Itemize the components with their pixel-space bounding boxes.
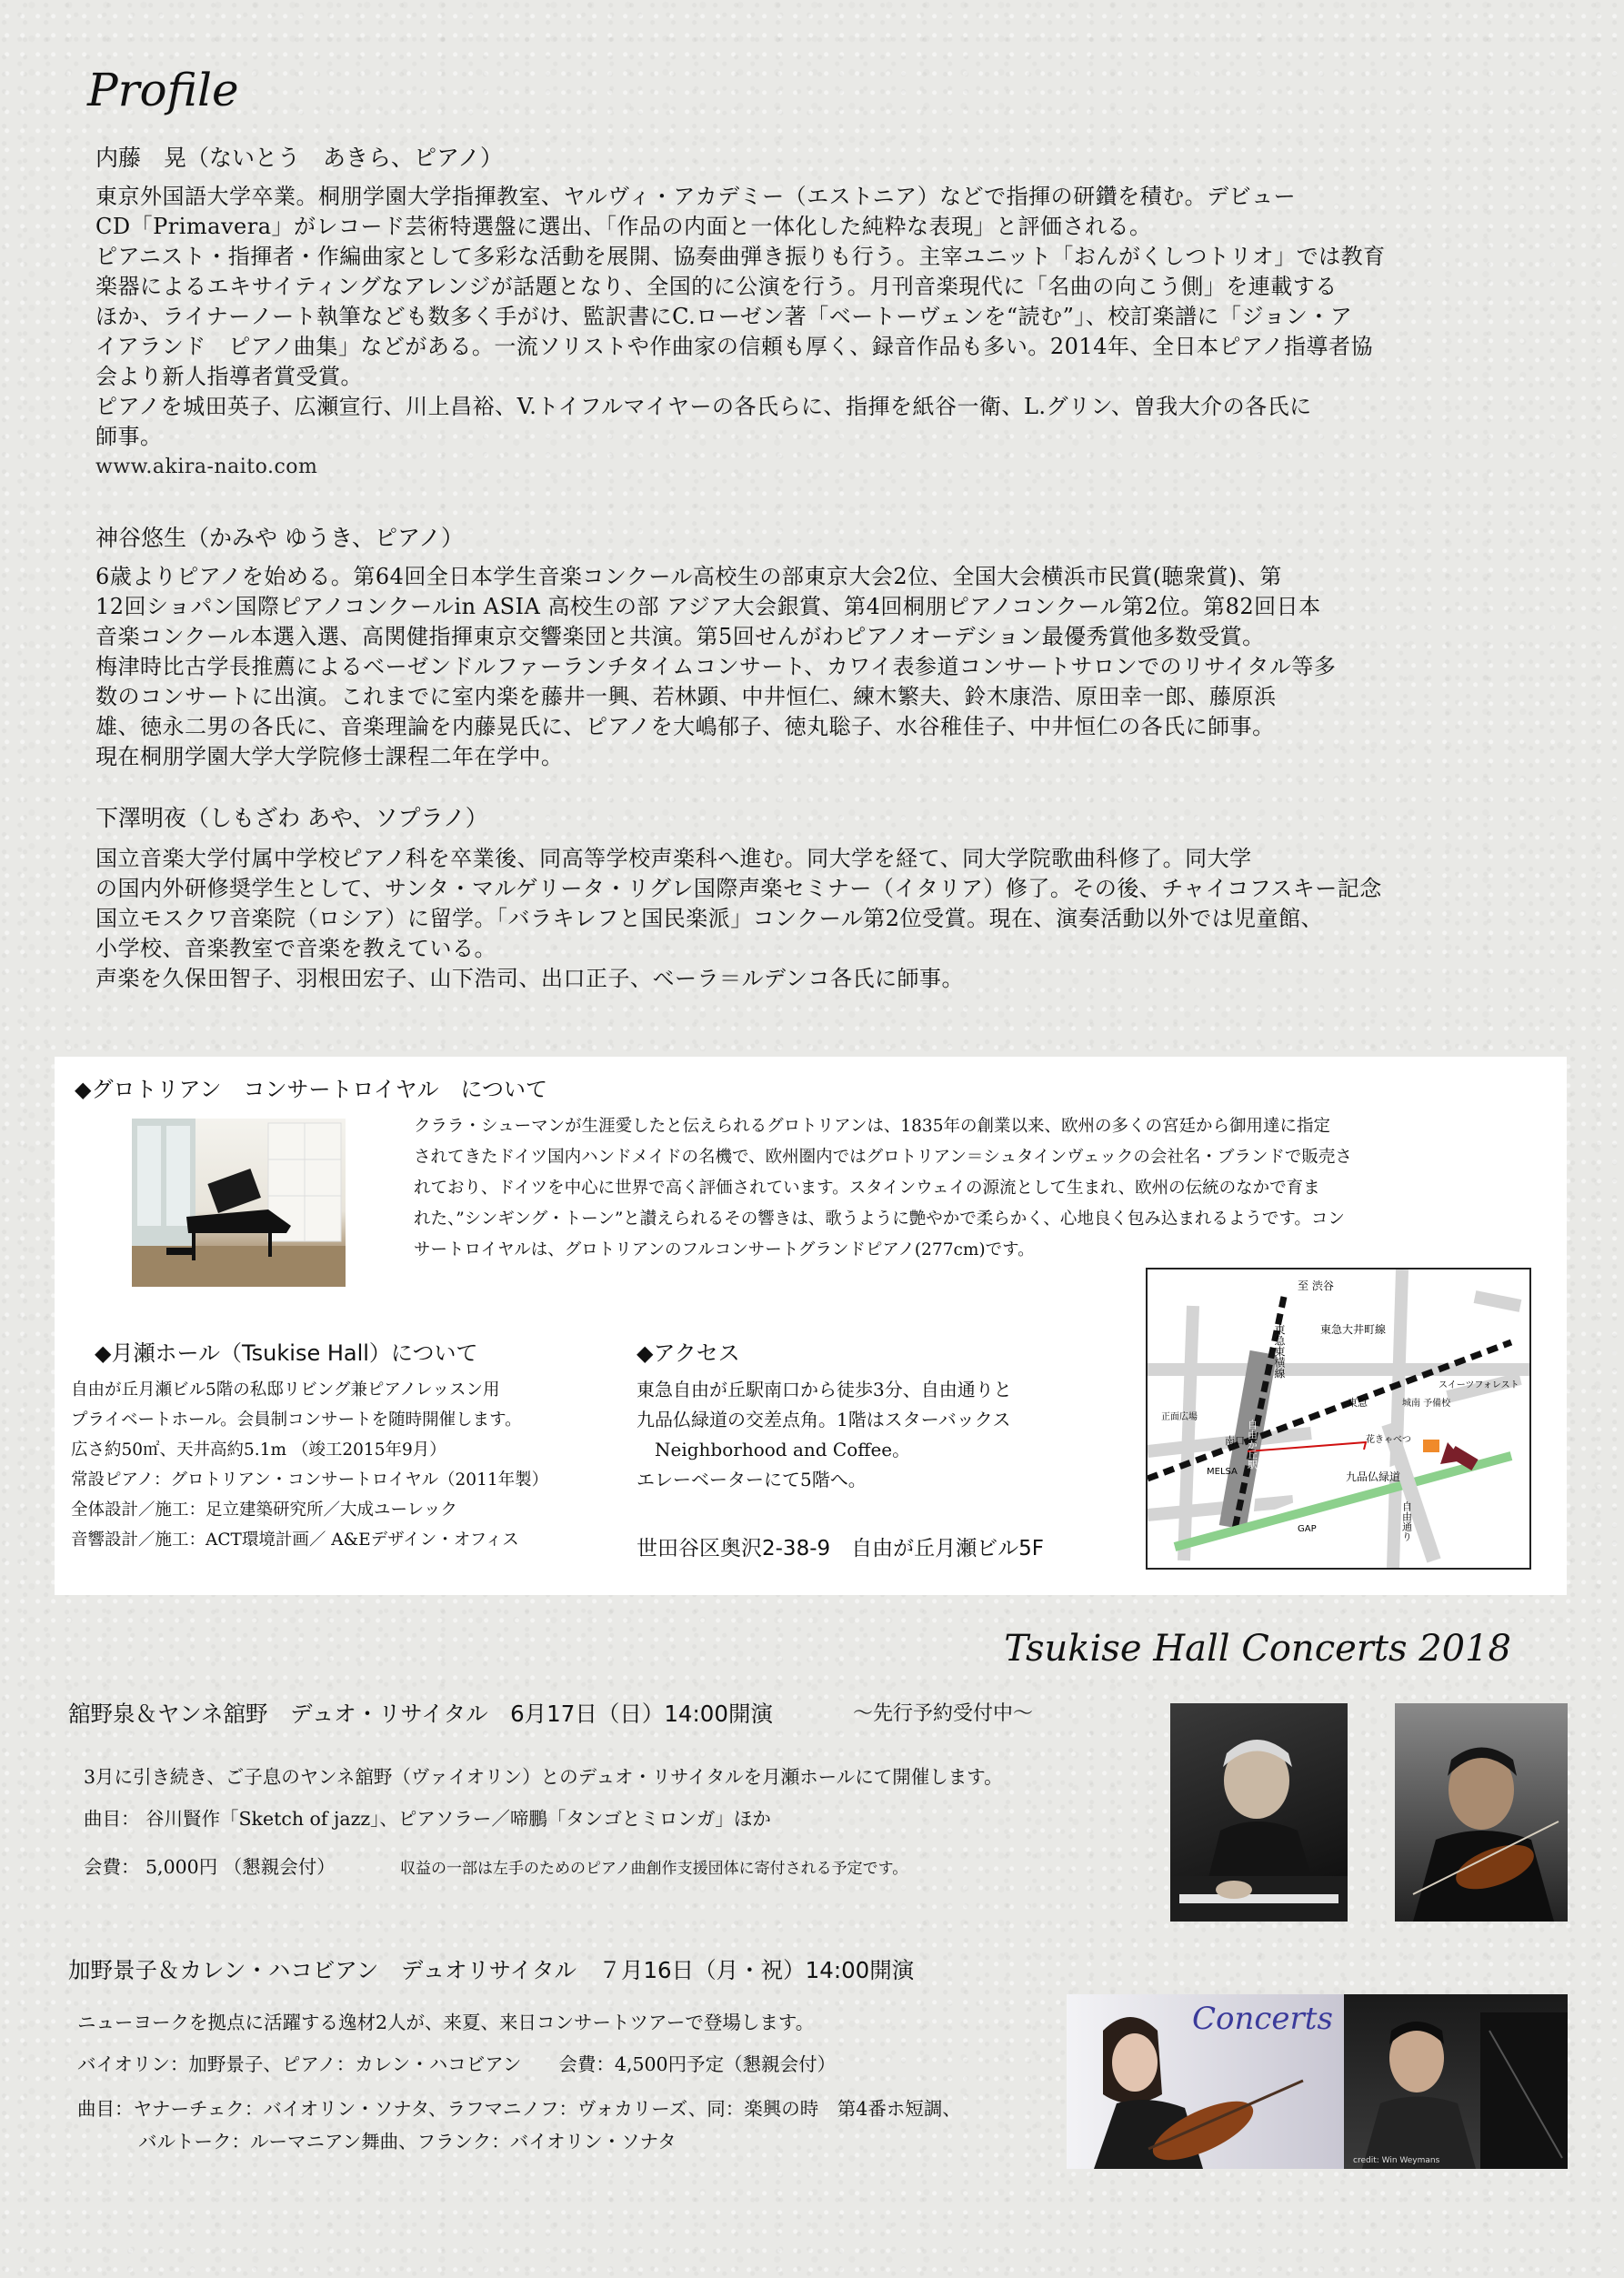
venue-info-panel xyxy=(55,1057,1567,1595)
bio-line: ピアノを城田英子、広瀬宣行、川上昌裕、V.トイフルマイヤーの各氏らに、指揮を紙谷一衛、L.グリン、曽我大介の各氏に xyxy=(95,394,1312,419)
concert-1-note: ～先行予約受付中～ xyxy=(853,1702,1034,1725)
photo-keiko-kano xyxy=(1067,1994,1344,2169)
map-station: 自由が丘駅 xyxy=(1246,1420,1258,1470)
concerts-script: Concerts xyxy=(1192,2001,1333,2037)
bio-line: 師事。 xyxy=(95,424,163,449)
map-hanakibe: 花きゃべつ xyxy=(1366,1435,1411,1445)
concert-1-desc: 3月に引き続き、ご子息のヤンネ舘野（ヴァイオリン）とのデュオ・リサイタルを月瀬ホールにて開催します。 xyxy=(84,1766,1003,1788)
grotrian-heading: ◆グロトリアン コンサートロイヤル について xyxy=(75,1077,548,1102)
person-name-kamiya: 神谷悠生（かみや ゆうき、ピアノ） xyxy=(95,525,464,551)
access-map xyxy=(1146,1268,1531,1570)
bio-line: 会より新人指導者賞受賞。 xyxy=(95,364,363,389)
bio-line: 声楽を久保田智子、羽根田宏子、山下浩司、出口正子、ベーラ＝ルデンコ各氏に師事。 xyxy=(95,966,965,991)
concert-2-program-2: バルトーク：ルーマニアン舞曲、フランク：バイオリン・ソナタ xyxy=(138,2131,677,2153)
photo-janne-drawing xyxy=(1395,1703,1568,1922)
photo-izumi-tateno xyxy=(1170,1703,1348,1922)
bio-line: 音楽コンクール本選入選、高関健指揮東京交響楽団と共演。第5回せんがわピアノオーデション最優秀賞他多数受賞。 xyxy=(95,624,1265,649)
photo-keiko-drawing xyxy=(1067,1994,1344,2169)
hall-line: 広さ約50㎡、天井高約5.1m （竣工2015年9月） xyxy=(71,1440,446,1460)
access-address: 世田谷区奥沢2-38-9 自由が丘月瀬ビル5F xyxy=(637,1537,1044,1560)
bio-line: 6歳よりピアノを始める。第64回全日本学生音楽コンクール高校生の部東京大会2位、全国大会横浜市民賞(聴衆賞)、第 xyxy=(95,564,1282,589)
map-oimachi-label: 東急大井町線 xyxy=(1320,1323,1387,1336)
hall-marker xyxy=(1423,1440,1439,1452)
bio-line: 小学校、音楽教室で音楽を教えている。 xyxy=(95,936,496,961)
bio-line: CD「Primavera」がレコード芸術特選盤に選出、「作品の内面と一体化した純粋な表現」と評価される。 xyxy=(95,214,1152,239)
bio-line: 国立音楽大学付属中学校ピアノ科を卒業後、同高等学校声楽科へ進む。同大学を経て、同大学院歌曲科修了。同大学 xyxy=(95,846,1252,871)
hall-line: 全体設計／施工：足立建築研究所／大成ユーレック xyxy=(71,1500,457,1520)
map-south-exit: 南口 xyxy=(1225,1435,1245,1447)
access-line: 九品仏緑道の交差点角。1階はスターバックス xyxy=(637,1409,1011,1430)
bio-line: 雄、徳永二男の各氏に、音楽理論を内藤晃氏に、ピアノを大嶋郁子、徳丸聡子、水谷稚佳子、中井恒仁の各氏に師事。 xyxy=(95,714,1275,739)
map-toyoko-label: 東急東横線 xyxy=(1273,1324,1286,1379)
map-kuhonbutsu: 九品仏緑道 xyxy=(1346,1470,1401,1483)
bio-line: ピアニスト・指揮者・作編曲家として多彩な活動を展開、協奏曲弾き振りも行う。主宰ユニット「おんがくしつトリオ」では教育 xyxy=(95,244,1386,269)
access-heading: ◆アクセス xyxy=(637,1340,740,1366)
hall-line: 常設ピアノ：グロトリアン・コンサートロイヤル（2011年製） xyxy=(71,1470,549,1490)
concerts-title: Tsukise Hall Concerts 2018 xyxy=(1004,1628,1511,1670)
concert-2-performers: バイオリン：加野景子、ピアノ：カレン・ハコビアン 会費：4,500円予定（懇親会付） xyxy=(77,2053,837,2075)
website-link[interactable]: www.akira-naito.com xyxy=(95,456,318,478)
grotrian-line: サートロイヤルは、グロトリアンのフルコンサートグランドピアノ(277cm)です。 xyxy=(414,1240,1035,1259)
grotrian-line: れており、ドイツを中心に世界で高く評価されています。スタインウェイの源流として生まれ、欧州の伝統のなかで育ま xyxy=(414,1179,1320,1198)
photo-janne-tateno xyxy=(1395,1703,1568,1922)
concert-2-program-1: 曲目：ヤナーチェク：バイオリン・ソナタ、ラフマニノフ：ヴォカリーズ、同：楽興の時 第4番ホ短調、 xyxy=(77,2098,961,2120)
hall-photo-drawing xyxy=(132,1119,346,1287)
person-bio-kamiya xyxy=(95,562,1514,772)
map-melsa: MELSA xyxy=(1207,1467,1238,1477)
bio-line: ほか、ライナーノート執筆なども数多く手がけ、監訳書にC.ローゼン著「ベートーヴェンを“読む”」、校訂楽譜に「ジョン・ア xyxy=(95,304,1353,329)
map-drawing xyxy=(1148,1269,1529,1568)
photo-karen-hakobyan xyxy=(1344,1994,1568,2169)
bio-line: 梅津時比古学長推薦によるベーゼンドルファーランチタイムコンサート、カワイ表参道コンサートサロンでのリサイタル等多 xyxy=(95,654,1337,679)
grotrian-line: れた、”シンギング・トーン”と讃えられるその響きは、歌うように艶やかで柔らかく、心地良く包み込まれるようです。コン xyxy=(414,1209,1345,1229)
hall-heading: ◆月瀬ホール（Tsukise Hall）について xyxy=(95,1340,478,1366)
concert-1-fee-note: 収益の一部は左手のためのピアノ曲創作支援団体に寄付される予定です。 xyxy=(400,1860,908,1878)
map-front-plaza: 正面広場 xyxy=(1161,1412,1198,1422)
person-name-naito: 内藤 晃（ないとう あきら、ピアノ） xyxy=(95,145,504,171)
concert-2-title: 加野景子＆カレン・ハコビアン デュオリサイタル ７月16日（月・祝）14:00開演 xyxy=(68,1957,915,1983)
bio-line: 楽器によるエキサイティングなアレンジが話題となり、全国的に公演を行う。月刊音楽現代に「名曲の向こう側」を連載する xyxy=(95,274,1338,299)
photo-karen-drawing xyxy=(1344,1994,1568,2169)
concert-2-desc: ニューヨークを拠点に活躍する逸材2人が、来夏、来日コンサートツアーで登場します。 xyxy=(77,2012,815,2033)
bio-line: 東京外国語大学卒業。桐朋学園大学指揮教室、ヤルヴィ・アカデミー（エストニア）などで指揮の研鑽を積む。デビュー xyxy=(95,184,1297,209)
concert-1-fee: 会費： 5,000円 （懇親会付） xyxy=(84,1856,336,1878)
profile-title: Profile xyxy=(87,64,239,116)
concert-1-title: 舘野泉＆ヤンネ舘野 デュオ・リサイタル 6月17日（日）14:00開演 xyxy=(68,1701,773,1727)
grotrian-line: されてきたドイツ国内ハンドメイドの名機で、欧州圏内ではグロトリアン＝シュタインヴェックの会社名・ブランドで販売さ xyxy=(414,1148,1352,1167)
person-bio-shimozawa xyxy=(95,844,1514,994)
map-sweets: スイーツフォレスト xyxy=(1439,1380,1519,1390)
access-line: エレーベーターにて5階へ。 xyxy=(637,1469,867,1490)
hall-line: プライベートホール。会員制コンサートを随時開催します。 xyxy=(71,1410,522,1430)
map-gap: GAP xyxy=(1298,1524,1317,1534)
photo-credit: credit: Win Weymans xyxy=(1353,2156,1440,2165)
person-name-shimozawa: 下澤明夜（しもざわ あや、ソプラノ） xyxy=(95,805,488,831)
hall-photo xyxy=(132,1119,346,1287)
access-line: 東急自由が丘駅南口から徒歩3分、自由通りと xyxy=(637,1379,1012,1400)
map-jonan: 城南 予備校 xyxy=(1402,1399,1451,1409)
hall-line: 自由が丘月瀬ビル5階の私邸リビング兼ピアノレッスン用 xyxy=(71,1380,500,1400)
map-jiyu-dori: 自由通り xyxy=(1400,1501,1413,1541)
bio-line: 数のコンサートに出演。これまでに室内楽を藤井一興、若林顕、中井恒仁、練木繁夫、鈴木康浩、原田幸一郎、藤原浜 xyxy=(95,684,1277,709)
hall-line: 音響設計／施工：ACT環境計画／ A&Eデザイン・オフィス xyxy=(71,1530,519,1550)
person-bio-naito xyxy=(95,182,1514,482)
bio-line: 現在桐朋学園大学大学院修士課程二年在学中。 xyxy=(95,744,564,769)
grotrian-description xyxy=(414,1111,1550,1266)
bio-line: 12回ショパン国際ピアノコンクールin ASIA 高校生の部 アジア大会銀賞、第4回桐朋ピアノコンクール第2位。第82回日本 xyxy=(95,594,1321,619)
bio-line: の国内外研修奨学生として、サンタ・マルゲリータ・リグレ国際声楽セミナー（イタリア）修了。その後、チャイコフスキー記念 xyxy=(95,876,1382,901)
hall-description xyxy=(71,1375,635,1555)
photo-izumi-drawing xyxy=(1170,1703,1348,1922)
access-description xyxy=(637,1375,1146,1495)
map-to-shibuya: 至 渋谷 xyxy=(1298,1279,1334,1292)
concert-1-program: 曲目： 谷川賢作「Sketch of jazz」、ピアソラー／啼鵬「タンゴとミロンガ」ほか xyxy=(84,1808,771,1830)
access-line: Neighborhood and Coffee。 xyxy=(637,1439,911,1460)
bio-line: 国立モスクワ音楽院（ロシア）に留学。「バラキレフと国民楽派」コンクール第2位受賞。現在、演奏活動以外では児童館、 xyxy=(95,906,1324,931)
grotrian-line: クララ・シューマンが生涯愛したと伝えられるグロトリアンは、1835年の創業以来、欧州の多くの宮廷から御用達に指定 xyxy=(414,1117,1330,1136)
bio-line: イアランド ピアノ曲集」などがある。一流ソリストや作曲家の信頼も厚く、録音作品も多い。2014年、全日本ピアノ指導者協 xyxy=(95,334,1374,359)
map-tokyu: 東急 xyxy=(1348,1397,1368,1409)
